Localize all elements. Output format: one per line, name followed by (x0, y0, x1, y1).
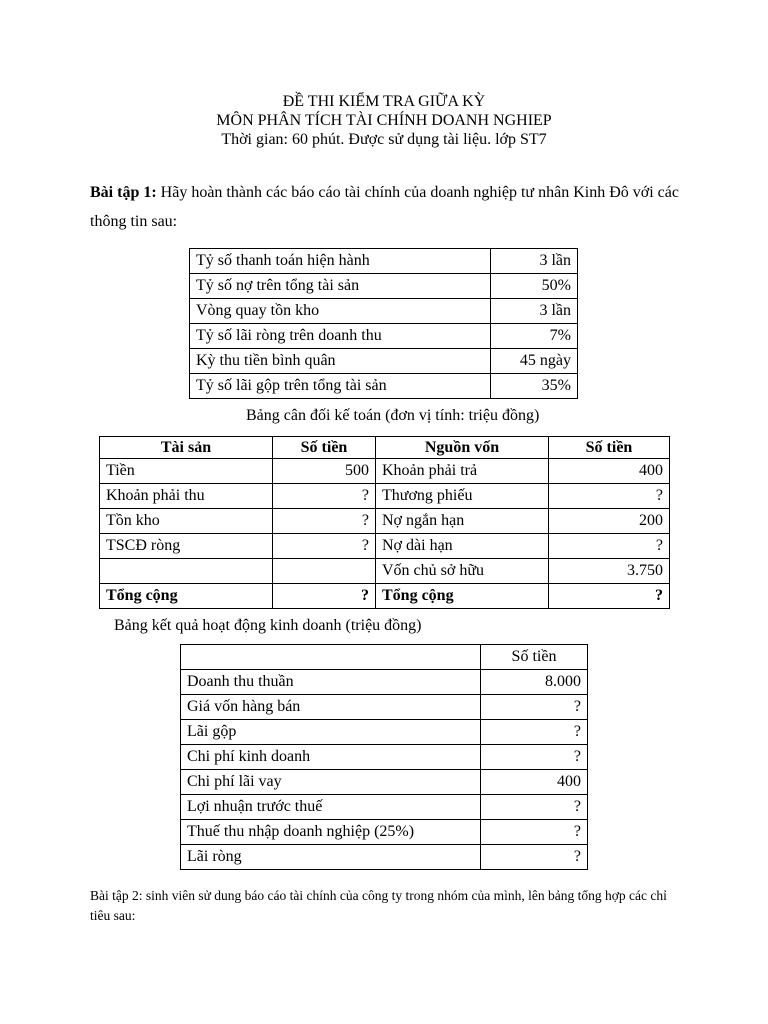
table-row (181, 770, 588, 795)
cell: Giá vốn hàng bán (181, 695, 481, 720)
table-row (100, 534, 670, 559)
cell: Thuế thu nhập doanh nghiệp (25%) (181, 820, 481, 845)
ratio-name: Tỷ số lãi gộp trên tổng tài sản (190, 374, 491, 399)
table-row (181, 720, 588, 745)
income-statement-table (180, 644, 588, 870)
cell: ? (481, 795, 588, 820)
cell: Vốn chủ sở hữu (376, 559, 549, 584)
ratio-name: Tỷ số thanh toán hiện hành (190, 249, 491, 274)
income-statement-caption: Bảng kết quả hoạt động kinh doanh (triệu đồng) (114, 617, 422, 634)
cell: ? (273, 509, 376, 534)
cell: Chi phí kinh doanh (181, 745, 481, 770)
cell (181, 645, 481, 670)
course-title: MÔN PHÂN TÍCH TÀI CHÍNH DOANH NGHIEP (216, 112, 552, 129)
col-header: Tài sản (100, 437, 273, 459)
cell: ? (481, 845, 588, 870)
cell: 400 (549, 459, 670, 484)
col-header: Nguồn vốn (376, 437, 549, 459)
ratio-value: 35% (491, 374, 578, 399)
cell: 400 (481, 770, 588, 795)
cell: Tiền (100, 459, 273, 484)
cell: Lãi ròng (181, 845, 481, 870)
ratio-value: 3 lần (491, 299, 578, 324)
cell: ? (549, 584, 670, 609)
table-row (181, 820, 588, 845)
ratio-name: Tỷ số lãi ròng trên doanh thu (190, 324, 491, 349)
cell: 8.000 (481, 670, 588, 695)
cell: ? (273, 484, 376, 509)
table-header-row (181, 645, 588, 670)
table-row (181, 695, 588, 720)
ratio-value: 45 ngày (491, 349, 578, 374)
cell (100, 559, 273, 584)
ratio-name: Vòng quay tồn kho (190, 299, 491, 324)
table-row (181, 670, 588, 695)
cell: Khoản phải trả (376, 459, 549, 484)
table-row (100, 459, 670, 484)
cell: 500 (273, 459, 376, 484)
table-row (100, 484, 670, 509)
table-row (181, 795, 588, 820)
exercise1-intro (90, 178, 690, 236)
table-row (190, 249, 578, 274)
cell: ? (481, 745, 588, 770)
table-row (190, 374, 578, 399)
cell: Thương phiếu (376, 484, 549, 509)
col-header: Số tiền (273, 437, 376, 459)
exercise2-text: Bài tập 2: sinh viên sử dung báo cáo tài chính của công ty trong nhóm của mình, lên bảng tổng hợp các chỉ tiêu sau: (90, 888, 667, 923)
cell: Tổng cộng (100, 584, 273, 609)
cell: 3.750 (549, 559, 670, 584)
ratio-value: 7% (491, 324, 578, 349)
cell: TSCĐ ròng (100, 534, 273, 559)
cell: ? (481, 695, 588, 720)
balance-sheet-caption: Bảng cân đối kế toán (đơn vị tính: triệu đồng) (246, 407, 540, 424)
exam-info: Thời gian: 60 phút. Được sử dụng tài liệu. lớp ST7 (221, 131, 547, 148)
cell: Chi phí lãi vay (181, 770, 481, 795)
cell: ? (549, 534, 670, 559)
table-row (181, 745, 588, 770)
exam-title: ĐỀ THI KIỂM TRA GIỮA KỲ (282, 93, 486, 110)
cell: Lợi nhuận trước thuế (181, 795, 481, 820)
cell: ? (549, 484, 670, 509)
cell: 200 (549, 509, 670, 534)
cell: Lãi gộp (181, 720, 481, 745)
cell: Khoản phải thu (100, 484, 273, 509)
balance-sheet-table (99, 436, 670, 609)
cell: ? (481, 820, 588, 845)
table-row (100, 559, 670, 584)
cell: ? (481, 720, 588, 745)
cell (273, 559, 376, 584)
table-row (190, 274, 578, 299)
table-row (190, 349, 578, 374)
cell: Tổng cộng (376, 584, 549, 609)
exercise1-label: Bài tập 1: (90, 184, 157, 201)
table-row (190, 324, 578, 349)
cell: Tồn kho (100, 509, 273, 534)
table-row (181, 845, 588, 870)
ratio-value: 3 lần (491, 249, 578, 274)
ratio-name: Tỷ số nợ trên tổng tài sản (190, 274, 491, 299)
table-total-row (100, 584, 670, 609)
exam-header (0, 92, 768, 149)
col-header: Số tiền (549, 437, 670, 459)
cell: Doanh thu thuần (181, 670, 481, 695)
cell: Nợ ngắn hạn (376, 509, 549, 534)
col-header: Số tiền (481, 645, 588, 670)
ratio-value: 50% (491, 274, 578, 299)
table-row (100, 509, 670, 534)
ratios-table (189, 248, 578, 399)
cell: ? (273, 584, 376, 609)
exercise1-text: Hãy hoàn thành các báo cáo tài chính của doanh nghiệp tư nhân Kinh Đô với các thông tin sau: (90, 184, 679, 230)
table-row (190, 299, 578, 324)
table-header-row (100, 437, 670, 459)
cell: ? (273, 534, 376, 559)
ratio-name: Kỳ thu tiền bình quân (190, 349, 491, 374)
cell: Nợ dài hạn (376, 534, 549, 559)
